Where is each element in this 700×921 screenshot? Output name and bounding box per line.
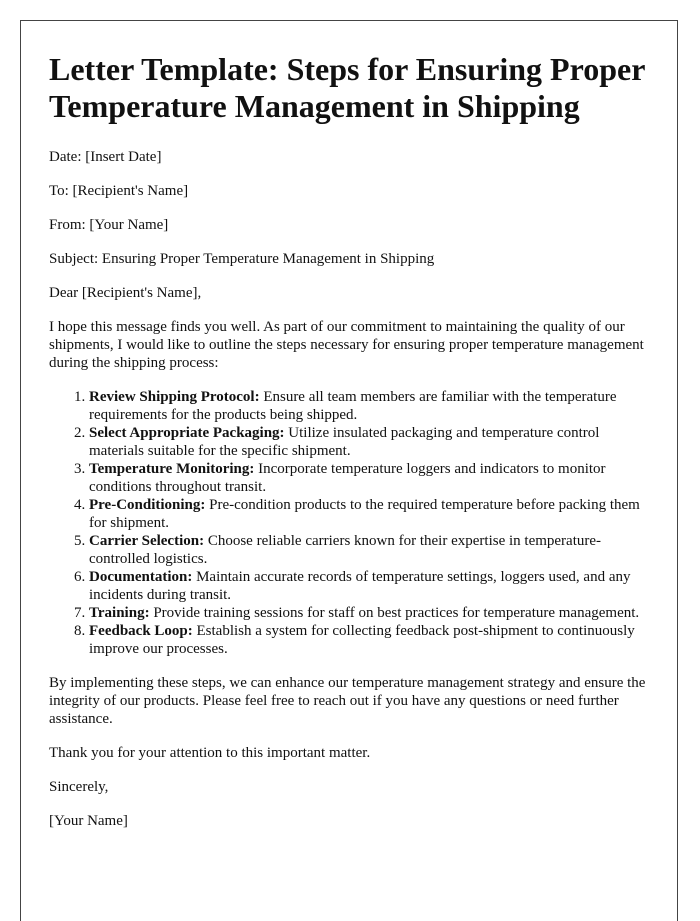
- closing-paragraph: By implementing these steps, we can enhance our temperature management strategy and ensure the integrity of our products. Please feel free to reach out if you have any questions or need further assistance.: [49, 675, 646, 727]
- step-text: Utilize insulated packaging and temperature control materials suitable for the specific shipment.: [89, 425, 600, 459]
- step-text: Choose reliable carriers known for their expertise in temperature-controlled logistics.: [89, 533, 602, 567]
- signoff: Sincerely,: [49, 779, 109, 795]
- step-item: [89, 424, 649, 460]
- step-item: [89, 460, 649, 496]
- step-title: Pre-Conditioning:: [89, 497, 206, 513]
- step-title: Documentation:: [89, 569, 193, 585]
- letter-page: [20, 20, 678, 921]
- step-title: Carrier Selection:: [89, 533, 205, 549]
- signature-name: [Your Name]: [49, 813, 128, 829]
- step-title: Temperature Monitoring:: [89, 461, 255, 477]
- step-text: Establish a system for collecting feedback post-shipment to continuously improve our processes.: [89, 623, 635, 657]
- subject-line: Subject: Ensuring Proper Temperature Management in Shipping: [49, 251, 435, 267]
- thanks-line: Thank you for your attention to this important matter.: [49, 745, 371, 761]
- step-title: Select Appropriate Packaging:: [89, 425, 285, 441]
- step-item: [89, 622, 649, 658]
- step-text: Pre-condition products to the required temperature before packing them for shipment.: [89, 497, 640, 531]
- step-title: Training:: [89, 605, 150, 621]
- steps-list: [49, 388, 649, 658]
- step-item: [89, 496, 649, 532]
- step-item: [89, 532, 649, 568]
- step-text: Incorporate temperature loggers and indicators to monitor conditions throughout transit.: [89, 461, 606, 495]
- step-item: [89, 388, 649, 424]
- sender-line: From: [Your Name]: [49, 217, 169, 233]
- step-item: [89, 604, 649, 622]
- date-line: Date: [Insert Date]: [49, 149, 162, 165]
- step-item: [89, 568, 649, 604]
- intro-paragraph: I hope this message finds you well. As part of our commitment to maintaining the quality of our shipments, I would like to outline the steps necessary for ensuring proper temperature management during the shipping process:: [49, 319, 644, 371]
- step-text: Provide training sessions for staff on best practices for temperature management.: [149, 605, 640, 621]
- greeting: Dear [Recipient's Name],: [49, 285, 202, 301]
- step-text: Ensure all team members are familiar with the temperature requirements for the products being shipped.: [89, 389, 617, 423]
- step-title: Feedback Loop:: [89, 623, 193, 639]
- step-text: Maintain accurate records of temperature settings, loggers used, and any incidents during transit.: [89, 569, 631, 603]
- recipient-line: To: [Recipient's Name]: [49, 183, 189, 199]
- step-title: Review Shipping Protocol:: [89, 389, 260, 405]
- letter-title: Letter Template: Steps for Ensuring Proper Temperature Management in Shipping: [49, 51, 645, 124]
